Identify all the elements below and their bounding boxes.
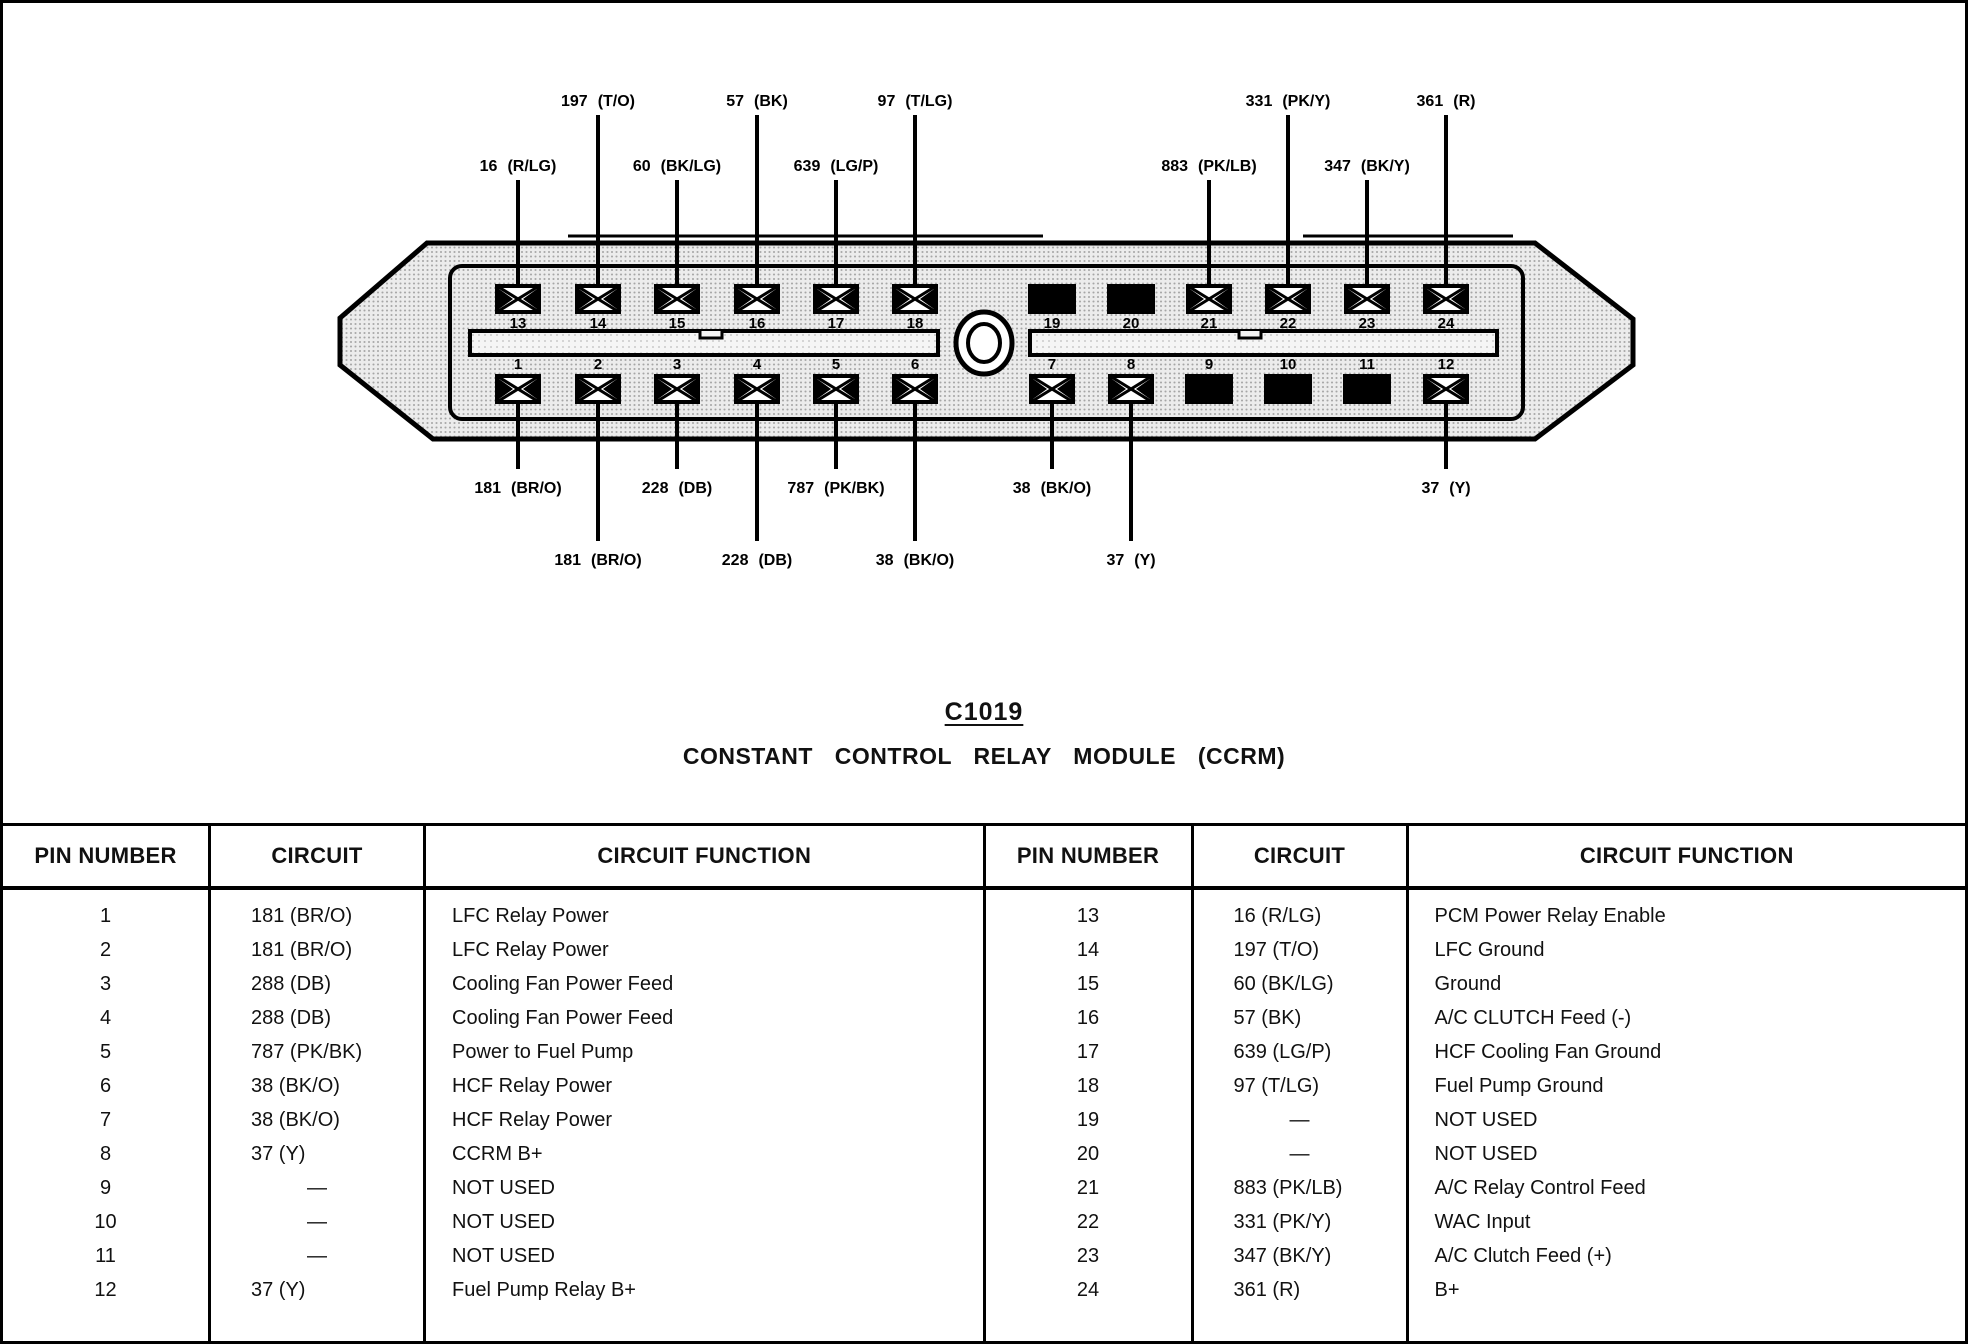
- wire-label: 361 (R): [1416, 93, 1476, 110]
- table-cell-circuit: 57 (BK): [1233, 1006, 1302, 1029]
- title-block: [3, 698, 1965, 770]
- table-cell-circuit: —: [1289, 1142, 1310, 1165]
- table-cell-pin-number: 8: [99, 1142, 112, 1165]
- table-cell-circuit-function: B+: [1434, 1278, 1460, 1301]
- header-circuit: CIRCUIT: [1194, 826, 1406, 890]
- pin-contact-unused: [1028, 284, 1076, 314]
- table-cell-circuit-function: A/C Clutch Feed (+): [1434, 1244, 1612, 1267]
- table-cell-circuit-function: HCF Cooling Fan Ground: [1434, 1040, 1662, 1063]
- table-cell-pin-number: 22: [1076, 1210, 1100, 1233]
- pin-number: 1: [513, 356, 523, 373]
- table-cell-circuit: 16 (R/LG): [1233, 904, 1322, 927]
- table-cell-circuit-function: A/C CLUTCH Feed (-): [1434, 1006, 1632, 1029]
- pin-contact-unused: [1264, 374, 1312, 404]
- table-cell-circuit: 787 (PK/BK): [251, 1040, 363, 1063]
- header-pin-number: PIN NUMBER: [986, 826, 1191, 890]
- table-cell-pin-number: 16: [1076, 1006, 1100, 1029]
- header-pin-number: PIN NUMBER: [3, 826, 208, 890]
- table-cell-pin-number: 4: [99, 1006, 112, 1029]
- table-cell-pin-number: 1: [99, 904, 112, 927]
- table-cell-pin-number: 15: [1076, 972, 1100, 995]
- table-cell-circuit-function: NOT USED: [452, 1176, 555, 1199]
- table-cell-circuit: 37 (Y): [251, 1278, 306, 1301]
- pin-number: 19: [1043, 315, 1061, 332]
- pinout-tables: [3, 823, 1965, 1344]
- header-circuit: CIRCUIT: [211, 826, 423, 890]
- table-cell-circuit-function: HCF Relay Power: [452, 1108, 613, 1131]
- table-cell-pin-number: 23: [1076, 1244, 1100, 1267]
- table-cell-pin-number: 24: [1076, 1278, 1100, 1301]
- pin-number: 2: [593, 356, 603, 373]
- table-cell-circuit: 97 (T/LG): [1233, 1074, 1320, 1097]
- table-cell-circuit: 288 (DB): [251, 972, 332, 995]
- pin-number: 17: [827, 315, 845, 332]
- table-cell-circuit-function: LFC Relay Power: [452, 904, 609, 927]
- pin-number: 23: [1358, 315, 1376, 332]
- table-cell-pin-number: 14: [1076, 938, 1100, 961]
- wire-label: 37 (Y): [1106, 552, 1156, 569]
- pin-number: 13: [509, 315, 527, 332]
- pin-contact-unused: [1343, 374, 1391, 404]
- table-cell-circuit: —: [307, 1210, 327, 1233]
- wire-label: 331 (PK/Y): [1245, 93, 1331, 110]
- pin-number: 12: [1437, 356, 1455, 373]
- table-cell-circuit-function: LFC Ground: [1434, 938, 1545, 961]
- pin-number: 11: [1359, 356, 1375, 373]
- pin-number: 7: [1047, 356, 1057, 373]
- pin-number: 18: [906, 315, 924, 332]
- pin-number: 5: [831, 356, 841, 373]
- pin-number: 22: [1279, 315, 1297, 332]
- table-cell-circuit-function: PCM Power Relay Enable: [1434, 904, 1666, 927]
- wire-label: 38 (BK/O): [875, 552, 955, 569]
- table-cell-circuit-function: Fuel Pump Relay B+: [452, 1278, 636, 1301]
- header-circuit-function: CIRCUIT FUNCTION: [1409, 826, 1966, 890]
- table-cell-circuit-function: Fuel Pump Ground: [1434, 1074, 1604, 1097]
- table-cell-circuit-function: Ground: [1434, 972, 1502, 995]
- table-cell-circuit-function: LFC Relay Power: [452, 938, 609, 961]
- wire-label: 347 (BK/Y): [1324, 158, 1410, 175]
- table-cell-circuit: 181 (BR/O): [251, 904, 353, 927]
- table-cell-circuit-function: Cooling Fan Power Feed: [452, 1006, 674, 1029]
- table-cell-pin-number: 6: [99, 1074, 112, 1097]
- table-cell-pin-number: 7: [99, 1108, 112, 1131]
- pin-number: 24: [1437, 315, 1455, 332]
- column-pin-number: [986, 826, 1194, 1344]
- table-cell-circuit: 288 (DB): [251, 1006, 332, 1029]
- table-cell-circuit: 38 (BK/O): [251, 1074, 340, 1097]
- table-cell-circuit: —: [1289, 1108, 1310, 1131]
- table-cell-pin-number: 5: [99, 1040, 112, 1063]
- table-cell-pin-number: 11: [95, 1244, 116, 1267]
- header-circuit-function: CIRCUIT FUNCTION: [426, 826, 983, 890]
- wire-label: 181 (BR/O): [474, 480, 562, 497]
- pin-number: 16: [748, 315, 766, 332]
- table-cell-circuit-function: NOT USED: [1434, 1142, 1538, 1165]
- table-cell-circuit-function: WAC Input: [1434, 1210, 1531, 1233]
- table-cell-circuit-function: NOT USED: [1434, 1108, 1538, 1131]
- table-cell-pin-number: 20: [1076, 1142, 1100, 1165]
- table-cell-circuit-function: CCRM B+: [452, 1142, 543, 1165]
- pin-number: 6: [910, 356, 920, 373]
- wire-label: 37 (Y): [1421, 480, 1471, 497]
- pin-contact-unused: [1107, 284, 1155, 314]
- key-slot-left-notch: [700, 331, 722, 338]
- table-cell-circuit: —: [307, 1244, 327, 1267]
- wire-label: 181 (BR/O): [554, 552, 642, 569]
- table-cell-circuit: 37 (Y): [251, 1142, 306, 1165]
- table-cell-circuit-function: NOT USED: [452, 1210, 555, 1233]
- table-cell-circuit-function: A/C Relay Control Feed: [1434, 1176, 1646, 1199]
- connector-diagram-area: [3, 3, 1965, 823]
- wire-label: 228 (DB): [721, 552, 793, 569]
- table-cell-circuit: 60 (BK/LG): [1233, 972, 1334, 995]
- key-slot-right-notch: [1239, 331, 1261, 338]
- table-cell-circuit: 883 (PK/LB): [1233, 1176, 1343, 1199]
- table-cell-pin-number: 18: [1076, 1074, 1100, 1097]
- wire-label: 38 (BK/O): [1012, 480, 1092, 497]
- wire-label: 16 (R/LG): [479, 158, 557, 175]
- wire-label: 639 (LG/P): [793, 158, 879, 175]
- table-cell-pin-number: 12: [94, 1278, 117, 1301]
- table-cell-pin-number: 10: [94, 1210, 117, 1233]
- pin-number: 15: [668, 315, 686, 332]
- table-cell-pin-number: 9: [99, 1176, 112, 1199]
- column-circuit: [211, 826, 426, 1344]
- column-pin-number: [3, 826, 211, 1344]
- pin-contact-unused: [1185, 374, 1233, 404]
- table-cell-circuit: 347 (BK/Y): [1233, 1244, 1332, 1267]
- column-circuit-function: [426, 826, 983, 1344]
- table-cell-circuit: 639 (LG/P): [1233, 1040, 1332, 1063]
- pinout-table-left: [3, 826, 983, 1344]
- pin-number: 4: [752, 356, 762, 373]
- connector-diagram: [3, 3, 1965, 658]
- wire-label: 197 (T/O): [560, 93, 636, 110]
- table-cell-circuit: 361 (R): [1233, 1278, 1301, 1301]
- pin-number: 20: [1122, 315, 1140, 332]
- table-cell-circuit: 181 (BR/O): [251, 938, 353, 961]
- pin-number: 3: [672, 356, 682, 373]
- pin-number: 8: [1126, 356, 1136, 373]
- pin-number: 9: [1204, 356, 1214, 373]
- wire-label: 60 (BK/LG): [632, 158, 722, 175]
- wire-label: 57 (BK): [726, 93, 788, 110]
- column-circuit: [1194, 826, 1409, 1344]
- key-slot-right: [1030, 331, 1497, 355]
- connector-title: CONSTANT CONTROL RELAY MODULE (CCRM): [682, 743, 1286, 769]
- table-cell-circuit: 197 (T/O): [1233, 938, 1320, 961]
- table-cell-pin-number: 21: [1076, 1176, 1100, 1199]
- table-cell-pin-number: 19: [1076, 1108, 1100, 1131]
- table-cell-circuit-function: Power to Fuel Pump: [452, 1040, 634, 1063]
- wire-label: 97 (T/LG): [877, 93, 953, 110]
- table-cell-circuit: —: [307, 1176, 327, 1199]
- table-cell-circuit-function: HCF Relay Power: [452, 1074, 613, 1097]
- table-cell-pin-number: 17: [1076, 1040, 1100, 1063]
- table-cell-circuit-function: Cooling Fan Power Feed: [452, 972, 674, 995]
- table-cell-pin-number: 13: [1076, 904, 1100, 927]
- pin-number: 21: [1200, 315, 1218, 332]
- table-cell-circuit: 38 (BK/O): [251, 1108, 340, 1131]
- wire-label: 883 (PK/LB): [1161, 158, 1257, 175]
- pinout-table-right: [983, 826, 1966, 1344]
- pin-number: 14: [589, 315, 607, 332]
- table-cell-circuit-function: NOT USED: [452, 1244, 555, 1267]
- connector-id: C1019: [944, 698, 1024, 726]
- column-circuit-function: [1409, 826, 1966, 1344]
- wire-label: 228 (DB): [641, 480, 713, 497]
- table-cell-circuit: 331 (PK/Y): [1233, 1210, 1332, 1233]
- pin-number: 10: [1279, 356, 1297, 373]
- mounting-hole-outer: [956, 312, 1012, 374]
- table-cell-pin-number: 2: [99, 938, 112, 961]
- wire-label: 787 (PK/BK): [787, 480, 885, 497]
- table-cell-pin-number: 3: [99, 972, 112, 995]
